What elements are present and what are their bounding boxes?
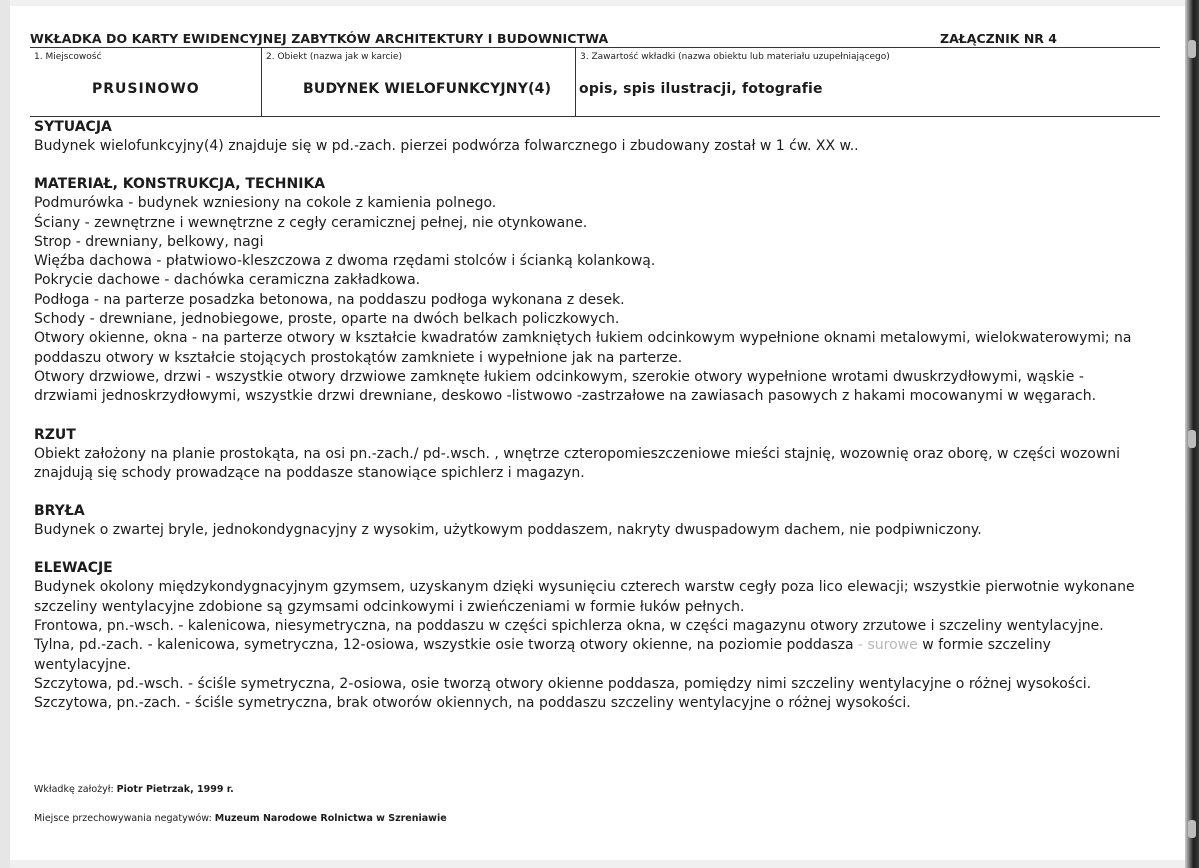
paragraph: Budynek o zwartej bryle, jednokondygnacyjny z wysokim, użytkowym poddaszem, nakryty dwuspadowym dachem, nie podpiwniczony. [34,522,982,539]
paragraph: Frontowa, pn.-wsch. - kalenicowa, niesymetryczna, na poddaszu w części spichlerza okna, w części magazynu otwory zrzutowe i szczeliny wentylacyjne. [34,618,1104,635]
section-heading: SYTUACJA [34,119,112,135]
paragraph: Podmurówka - budynek wzniesiony na cokole z kamienia polnego. [34,195,497,212]
table-top-rule [30,47,1160,48]
punch-hole [1188,820,1196,838]
table-divider [575,47,576,117]
author-value: Piotr Pietrzak, 1999 r. [116,784,234,795]
section-heading: BRYŁA [34,503,85,520]
content-value: opis, spis ilustracji, fotografie [579,81,823,97]
section-heading: MATERIAŁ, KONSTRUKCJA, TECHNIKA [34,176,326,193]
place-label: 1. Miejscowość [34,52,102,62]
text-run: Tylna, pd.-zach. - kalenicowa, symetryczna, 12-osiowa, wszystkie osie tworzą otwory okienne, na poziomie poddasza [34,637,858,654]
paragraph: Otwory okienne, okna - na parterze otwory w kształcie kwadratów zamkniętych łukiem odcinkowym wypełnione oknami metalowymi, wielokwaterowymi; na poddaszu otwory w kształcie stojących prostokątów zamkniete i wypełnione jak na parterze. [34,330,1132,366]
scan-top-edge [10,0,1185,6]
punch-hole [1188,430,1196,448]
place-value: PRUSINOWO [92,81,200,97]
scan-left-margin [0,0,10,868]
text-run: w formie szczeliny wentylacyjne. [34,637,1051,673]
document-title: WKŁADKA DO KARTY EWIDENCYJNEJ ZABYTKÓW ARCHITEKTURY I BUDOWNICTWA [30,31,609,46]
storage-line [34,813,447,824]
paragraph: Szczytowa, pn.-zach. - ściśle symetryczna, brak otworów okiennych, na poddaszu szczeliny wentylacyjne o różnej wysokości. [34,695,911,712]
section-elevations [34,559,1146,713]
paragraph [34,636,1146,675]
paragraph: Ściany - zewnętrzne i wewnętrzne z cegły ceramicznej pełnej, nie otynkowane. [34,214,588,231]
annex-number: ZAŁĄCZNIK NR 4 [940,31,1057,46]
paragraph: Podłoga - na parterze posadzka betonowa, na poddaszu podłoga wykonana z desek. [34,291,625,308]
section-heading: RZUT [34,426,76,443]
section-situation [34,118,1146,156]
scan-bottom-edge [10,860,1185,868]
author-line [34,784,234,795]
description-body [34,118,1146,733]
table-divider [261,47,262,117]
paragraph: Więźba dachowa - płatwiowo-kleszczowa z dwoma rzędami stolców i ścianką kolankową. [34,253,656,270]
object-label: 2. Obiekt (nazwa jak w karcie) [266,52,402,62]
paragraph: Otwory drzwiowe, drzwi - wszystkie otwory drzwiowe zamknęte łukiem odcinkowym, szerokie otwory wypełnione wrotami dwuskrzydłowymi, wąskie - drzwiami jednoskrzydłowymi, wszystkie drzwi drewniane, deskowo -listwowo -zastrzałowe na zawiasach pasowych z hakami mocowanymi w węgarach. [34,368,1097,405]
content-label: 3. Zawartość wkładki (nazwa obiektu lub materiału uzupełniającego) [580,52,890,62]
section-plan [34,426,1146,484]
paragraph: Budynek wielofunkcyjny(4) znajduje się w pd.-zach. pierzei podwórza folwarcznego i zbudowany został w 1 ćw. XX w.. [34,138,859,154]
section-massing [34,502,1146,540]
storage-value: Muzeum Narodowe Rolnictwa w Szreniawie [214,813,447,824]
paragraph: Strop - drewniany, belkowy, nagi [34,233,264,250]
punch-hole [1188,40,1196,58]
storage-label: Miejsce przechowywania negatywów: [34,813,215,824]
paragraph: Obiekt założony na planie prostokąta, na osi pn.-zach./ pd-.wsch. , wnętrze czteropomieszczeniowe mieści stajnię, wozownię oraz oborę, w części wozowni znajdują się schody prowadzące na poddasze stanowiące spichlerz i magazyn. [34,445,1121,481]
section-material [34,175,1146,406]
paragraph: Szczytowa, pd.-wsch. - ściśle symetryczna, 2-osiowa, osie tworzą otwory okienne poddasza, pomiędzy nimi szczeliny wentylacyjne o różnej wysokości. [34,675,1092,692]
faded-text-run: - surowe [858,637,918,654]
paragraph: Budynek okolony międzykondygnacyjnym gzymsem, uzyskanym dzięki wysunięciu czterech warstw cegły poza lico elewacji; wszystkie pierwotnie wykonane szczeliny wentylacyjne zdobione są gzymsami odcinkowymi i zwieńczeniami w formie łuków pełnych. [34,579,1135,615]
section-heading: ELEWACJE [34,560,113,577]
table-bottom-rule [30,116,1160,117]
paragraph: Pokrycie dachowe - dachówka ceramiczna zakładkowa. [34,272,421,289]
object-value: BUDYNEK WIELOFUNKCYJNY(4) [303,81,552,97]
paragraph: Schody - drewniane, jednobiegowe, proste, oparte na dwóch belkach policzkowych. [34,311,620,328]
author-label: Wkładkę założył: [34,784,117,795]
scan-right-edge [1185,0,1199,868]
